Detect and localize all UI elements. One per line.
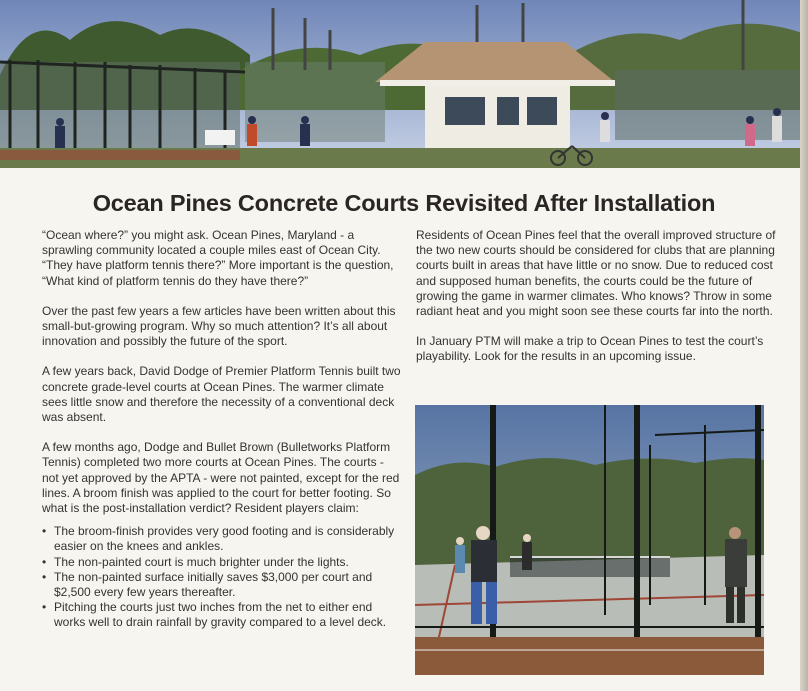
left-paragraph-1: “Ocean where?” you might ask. Ocean Pines, Maryland - a sprawling community located a couple miles east of Ocean City. “They have platform tennis there?” More important is the question, “What kind of platform tennis do they have there?” <box>42 228 394 288</box>
top-photo-courts-clubhouse <box>0 0 808 168</box>
right-paragraph-1: Residents of Ocean Pines feel that the overall improved structure of the two new courts should be considered for clubs that are planning courts built in areas that have little or no snow. Due to reduced cost and supposed human benefits, the courts could be the future of growing the game in warmer climates. Who knows? Throw in some radiant heat and you might soon see these courts far into the north. <box>416 228 776 319</box>
left-paragraph-4: A few months ago, Dodge and Bullet Brown (Bulletworks Platform Tennis) completed two more courts at Ocean Pines. The courts - not yet approved by the APTA - were not painted, except for the red lines. A broom finish was applied to the court for better footing. So what is the post-installation verdict? Resident players claim: <box>42 440 400 516</box>
right-column <box>416 228 778 380</box>
page-edge-shadow <box>800 0 808 691</box>
left-paragraph-3: A few years back, David Dodge of Premier Platform Tennis built two concrete grade-level courts at Ocean Pines. The warmer climate sees little snow and therefore the necessity of a conventional deck was absent. <box>42 364 401 425</box>
claims-list <box>42 524 402 630</box>
right-paragraph-2: In January PTM will make a trip to Ocean Pines to test the court’s playability. Look for the results in an upcoming issue. <box>416 334 764 364</box>
court-photo-players <box>415 405 764 675</box>
claim-item: • The broom-finish provides very good footing and is considerably easier on the knees and ankles. <box>42 524 402 554</box>
article-title: Ocean Pines Concrete Courts Revisited After Installation <box>92 190 716 216</box>
left-column <box>42 228 402 631</box>
claim-item: • The non-painted court is much brighter under the lights. <box>42 555 402 570</box>
left-paragraph-2: Over the past few years a few articles have been written about this small-but-growing program. Why so much attention? It’s all about innovation and possibly the future of the sport. <box>42 303 396 349</box>
claim-item: • Pitching the courts just two inches from the net to either end works well to drain rainfall by gravity compared to a level deck. <box>42 600 402 630</box>
claim-item: • The non-painted surface initially saves $3,000 per court and $2,500 every few years thereafter. <box>42 570 402 600</box>
